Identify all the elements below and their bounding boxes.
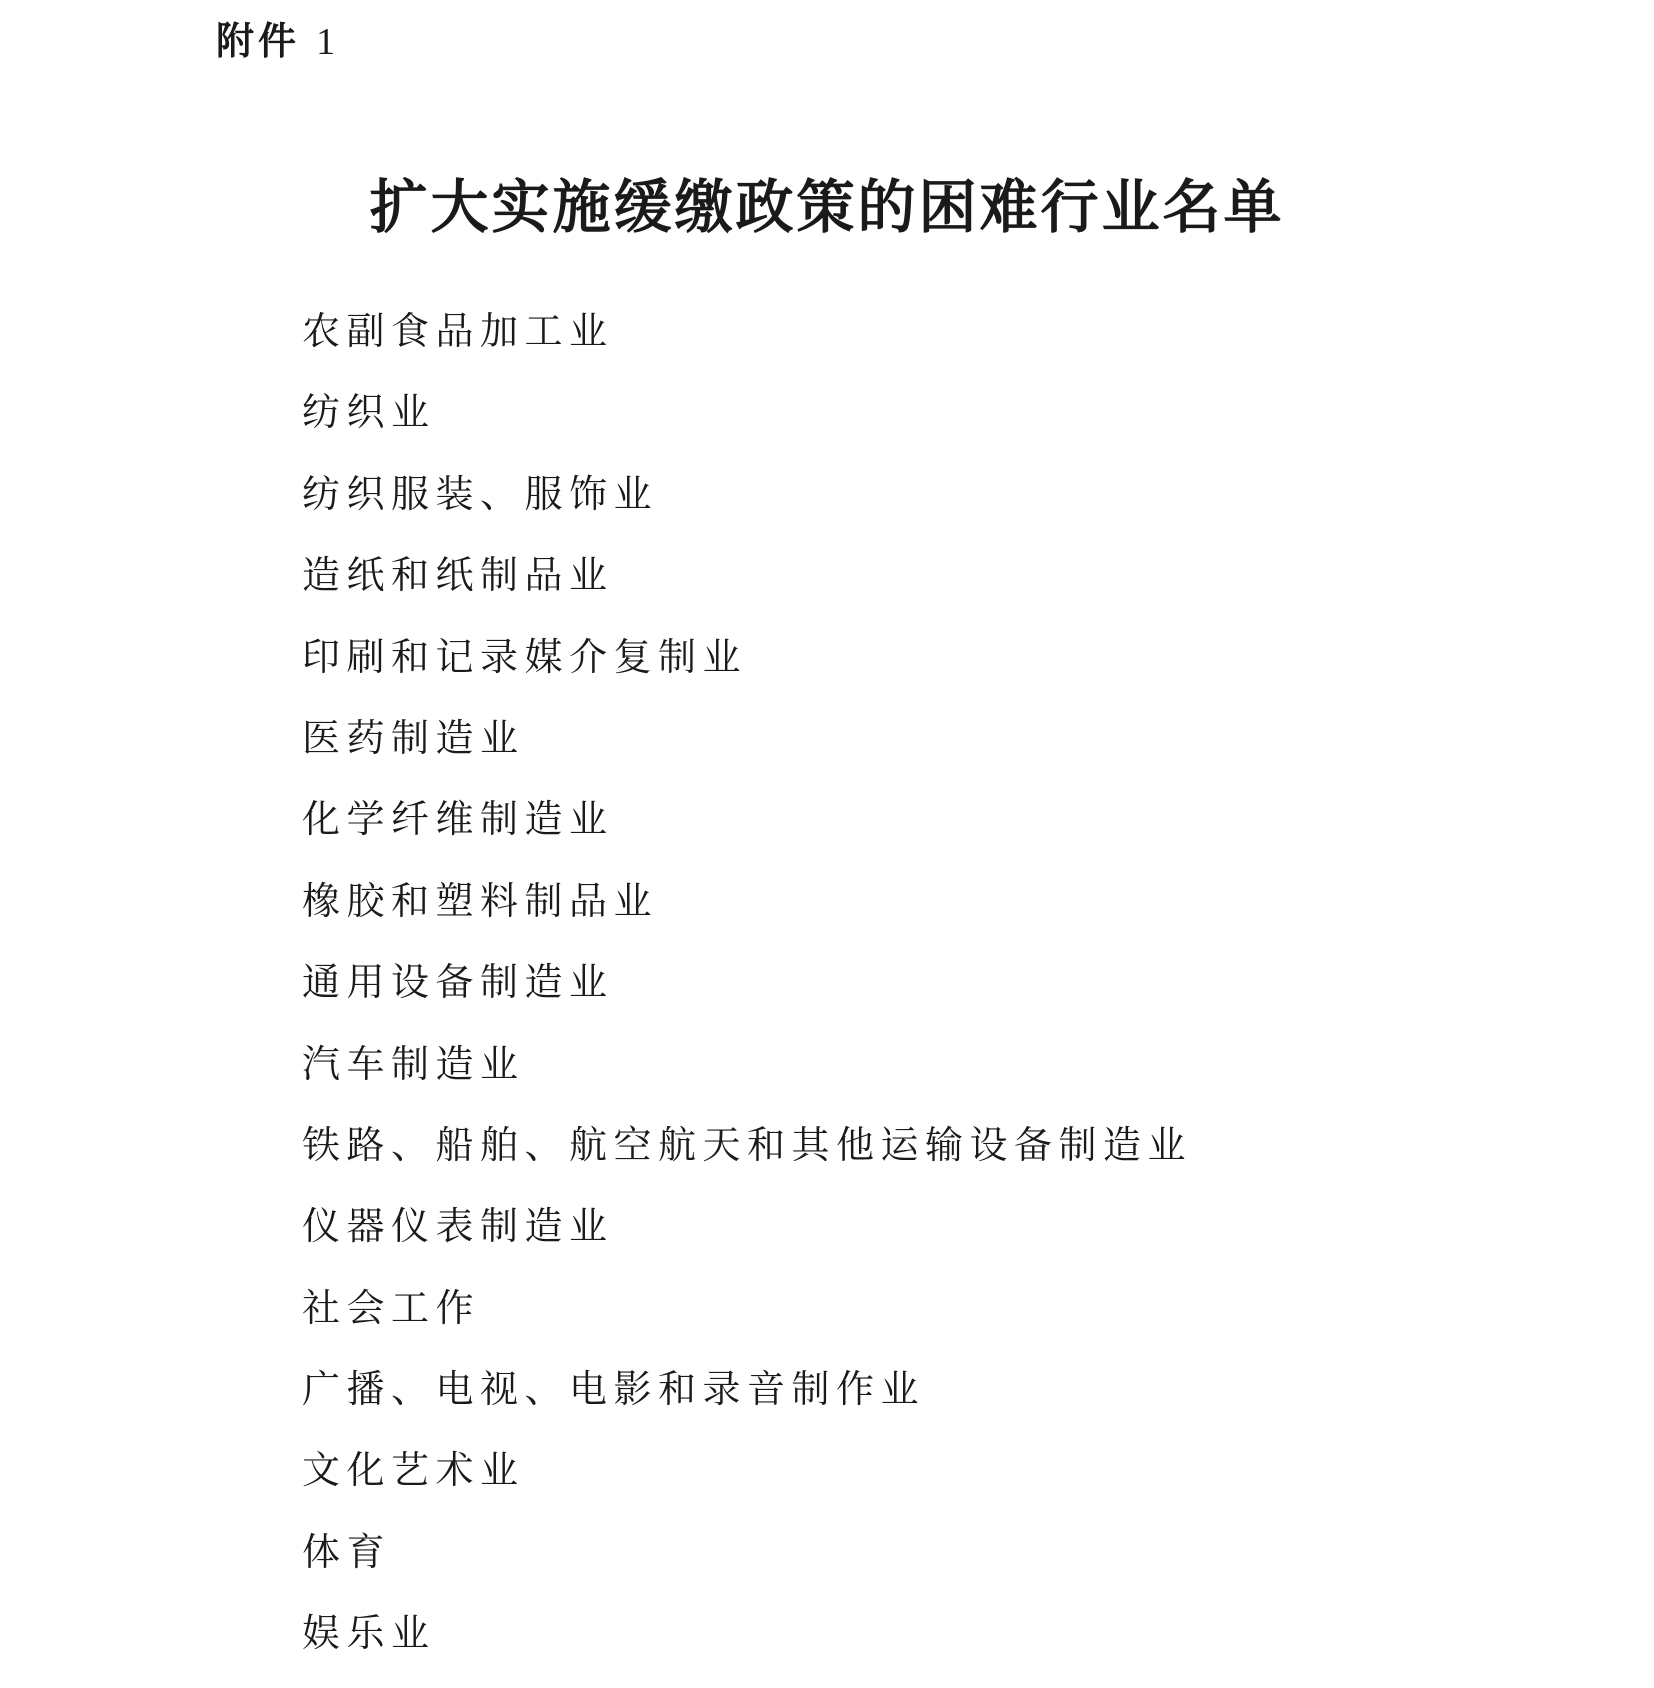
attachment-number: 1: [316, 21, 336, 63]
attachment-label: [216, 14, 335, 69]
attachment-label-text: 附件: [216, 19, 301, 63]
industry-item: 铁路、船舶、航空航天和其他运输设备制造业: [302, 1122, 1193, 1167]
industry-item: 汽车制造业: [302, 1041, 525, 1086]
industry-item: 社会工作: [302, 1285, 481, 1330]
industry-item: 橡胶和塑料制品业: [302, 878, 659, 923]
industry-item: 农副食品加工业: [302, 309, 614, 353]
industry-item: 医药制造业: [302, 715, 525, 760]
industry-list: [302, 304, 1192, 1688]
industry-item: 纺织业: [302, 390, 436, 435]
industry-item: 娱乐业: [302, 1611, 436, 1656]
industry-item: 广播、电视、电影和录音制作业: [302, 1367, 926, 1412]
industry-item: 纺织服装、服饰业: [302, 471, 659, 516]
industry-item: 通用设备制造业: [302, 960, 614, 1005]
industry-item: 印刷和记录媒介复制业: [302, 634, 748, 679]
industry-item: 体育: [302, 1529, 392, 1574]
industry-item: 文化艺术业: [302, 1448, 525, 1493]
document-title: 扩大实施缓缴政策的困难行业名单: [369, 173, 1285, 241]
industry-item: 仪器仪表制造业: [302, 1204, 614, 1249]
industry-item: 化学纤维制造业: [302, 797, 614, 842]
industry-item: 造纸和纸制品业: [302, 553, 614, 598]
